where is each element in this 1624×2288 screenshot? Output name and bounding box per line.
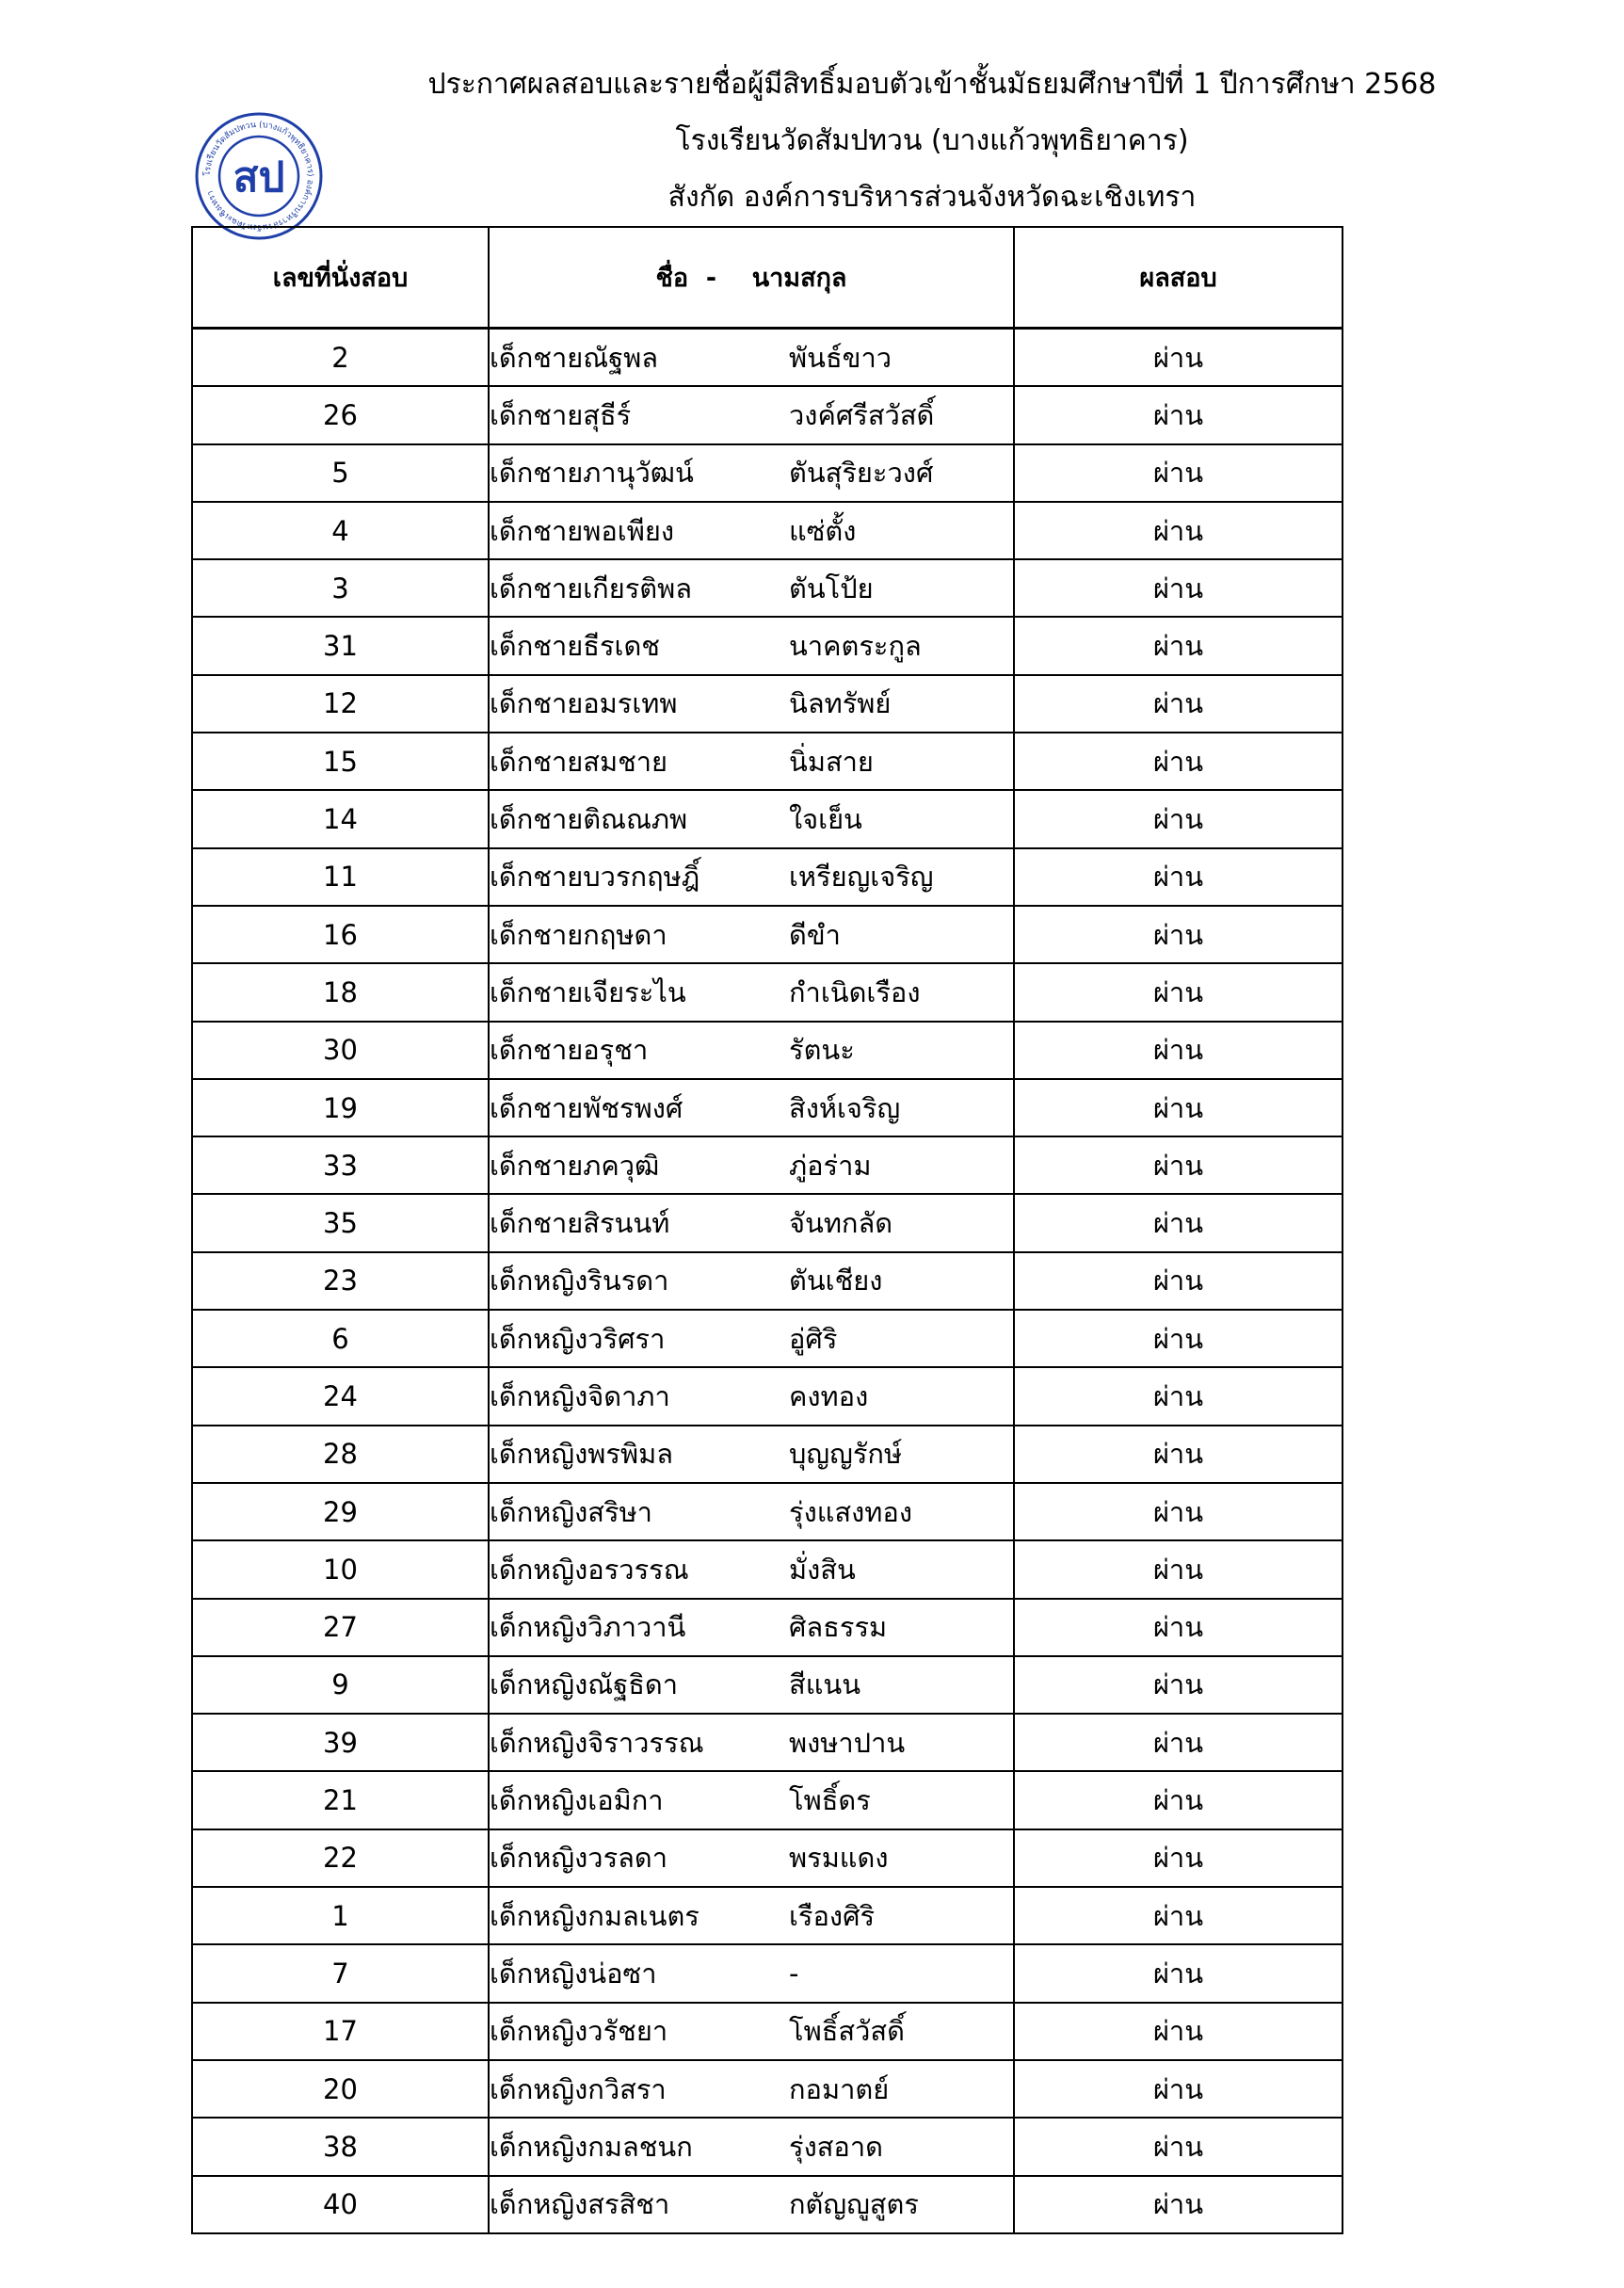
- school-affiliation: สังกัด องค์การบริหารส่วนจังหวัดฉะเชิงเทรา: [667, 181, 1197, 214]
- first-name: เด็กหญิงจิราวรรณ: [490, 1726, 704, 1759]
- table-row: [192, 1599, 1343, 1656]
- first-name: เด็กหญิงวริศรา: [490, 1322, 666, 1355]
- table-row: [192, 733, 1343, 790]
- result-cell: ผ่าน: [1014, 386, 1343, 443]
- table-row: [192, 2060, 1343, 2118]
- student-name-cell: [489, 2176, 1014, 2233]
- col-header-result: ผลสอบ: [1014, 227, 1343, 329]
- last-name: -: [789, 1957, 799, 1990]
- seat-number-cell: 10: [192, 1540, 489, 1598]
- first-name: เด็กหญิงวรลดา: [490, 1842, 668, 1875]
- seat-number-cell: 31: [192, 617, 489, 674]
- last-name: จันทกลัด: [789, 1207, 893, 1240]
- result-cell: ผ่าน: [1014, 906, 1343, 963]
- first-name: เด็กหญิงกมลชนก: [490, 2130, 693, 2163]
- table-row: [192, 906, 1343, 963]
- result-cell: ผ่าน: [1014, 2060, 1343, 2118]
- table-row: [192, 329, 1343, 387]
- student-name-cell: [489, 790, 1014, 847]
- result-cell: ผ่าน: [1014, 1136, 1343, 1194]
- table-row: [192, 1944, 1343, 2002]
- table-row: [192, 1714, 1343, 1771]
- student-name-cell: [489, 675, 1014, 733]
- table-row: [192, 1829, 1343, 1887]
- student-name-cell: [489, 444, 1014, 502]
- first-name: เด็กหญิงอรวรรณ: [490, 1553, 689, 1586]
- table-row: [192, 2176, 1343, 2233]
- result-cell: ผ่าน: [1014, 502, 1343, 559]
- seat-number-cell: 5: [192, 444, 489, 502]
- last-name: นาคตระกูล: [789, 630, 922, 663]
- announcement-title: ประกาศผลสอบและรายชื่อผู้มีสิทธิ์มอบตัวเข้าชั้นมัธยมศึกษาปีที่ 1 ปีการศึกษา 2568: [427, 68, 1437, 101]
- first-name: เด็กหญิงน่อซา: [490, 1957, 657, 1990]
- seat-number-cell: 33: [192, 1136, 489, 1194]
- student-name-cell: [489, 2118, 1014, 2175]
- col-header-last-name: นามสกุล: [751, 264, 847, 293]
- last-name: สีแนน: [789, 1668, 861, 1701]
- col-header-separator: -: [705, 264, 717, 293]
- student-name-cell: [489, 2060, 1014, 2118]
- last-name: ตันโป้ย: [789, 572, 874, 604]
- student-name-cell: [489, 963, 1014, 1021]
- first-name: เด็กหญิงกมลเนตร: [490, 1899, 699, 1932]
- student-name-cell: [489, 1252, 1014, 1310]
- last-name: ภู่อร่าม: [789, 1149, 872, 1182]
- student-name-cell: [489, 502, 1014, 559]
- result-cell: ผ่าน: [1014, 2003, 1343, 2060]
- seat-number-cell: 20: [192, 2060, 489, 2118]
- last-name: ศิลธรรม: [789, 1611, 888, 1644]
- student-name-cell: [489, 1714, 1014, 1771]
- student-name-cell: [489, 386, 1014, 443]
- last-name: โพธิ์ดร: [789, 1784, 871, 1817]
- table-row: [192, 1022, 1343, 1079]
- first-name: เด็กชายพัชรพงศ์: [490, 1091, 683, 1124]
- seat-number-cell: 26: [192, 386, 489, 443]
- result-cell: ผ่าน: [1014, 1426, 1343, 1483]
- result-cell: ผ่าน: [1014, 559, 1343, 617]
- col-header-name: [489, 227, 1014, 329]
- table-row: [192, 1887, 1343, 1944]
- table-row: [192, 1079, 1343, 1136]
- table-row: [192, 617, 1343, 674]
- seat-number-cell: 15: [192, 733, 489, 790]
- last-name: พงษาปาน: [789, 1726, 906, 1759]
- table-row: [192, 790, 1343, 847]
- student-name-cell: [489, 1022, 1014, 1079]
- first-name: เด็กหญิงวิภาวานี: [490, 1611, 686, 1644]
- student-name-cell: [489, 559, 1014, 617]
- last-name: ใจเย็น: [789, 803, 862, 836]
- first-name: เด็กหญิงวรัชยา: [490, 2015, 668, 2048]
- table-row: [192, 1656, 1343, 1714]
- first-name: เด็กหญิงเอมิกา: [490, 1784, 664, 1817]
- seat-number-cell: 29: [192, 1483, 489, 1540]
- table-row: [192, 1540, 1343, 1598]
- first-name: เด็กหญิงพรพิมล: [490, 1438, 673, 1471]
- last-name: อู่ศิริ: [789, 1322, 838, 1355]
- result-cell: ผ่าน: [1014, 848, 1343, 906]
- seat-number-cell: 35: [192, 1194, 489, 1251]
- first-name: เด็กหญิงสรสิชา: [490, 2188, 670, 2221]
- last-name: รุ่งสอาด: [789, 2130, 883, 2163]
- result-cell: ผ่าน: [1014, 963, 1343, 1021]
- first-name: เด็กหญิงรินรดา: [490, 1265, 669, 1297]
- last-name: กตัญญูสูตร: [789, 2188, 919, 2221]
- first-name: เด็กชายสมชาย: [490, 745, 668, 778]
- first-name: เด็กหญิงกวิสรา: [490, 2072, 667, 2105]
- last-name: มั่งสิน: [789, 1553, 856, 1586]
- first-name: เด็กหญิงสริษา: [490, 1495, 652, 1528]
- results-table: [191, 226, 1343, 2234]
- first-name: เด็กชายภานุวัฒน์: [490, 457, 694, 490]
- last-name: วงค์ศรีสวัสดิ์: [789, 398, 935, 431]
- result-cell: ผ่าน: [1014, 1771, 1343, 1829]
- seat-number-cell: 9: [192, 1656, 489, 1714]
- last-name: พรมแดง: [789, 1842, 889, 1875]
- last-name: แซ่ตั้ง: [789, 514, 857, 547]
- seat-number-cell: 27: [192, 1599, 489, 1656]
- seal-ring-text: โรงเรียนวัดสัมปทวน (บางแก้วพุทธิยาคาร) องค์การบริหารส่วนจังหวัดฉะเชิงเทรา: [202, 120, 315, 233]
- table-row: [192, 502, 1343, 559]
- first-name: เด็กชายสิรนนท์: [490, 1207, 670, 1240]
- result-cell: ผ่าน: [1014, 1599, 1343, 1656]
- seat-number-cell: 6: [192, 1310, 489, 1367]
- student-name-cell: [489, 329, 1014, 387]
- seat-number-cell: 28: [192, 1426, 489, 1483]
- student-name-cell: [489, 1771, 1014, 1829]
- student-name-cell: [489, 1367, 1014, 1425]
- student-name-cell: [489, 1310, 1014, 1367]
- table-row: [192, 2118, 1343, 2175]
- student-name-cell: [489, 733, 1014, 790]
- school-name: โรงเรียนวัดสัมปทวน (บางแก้วพุทธิยาคาร): [675, 124, 1189, 157]
- table-row: [192, 1426, 1343, 1483]
- student-name-cell: [489, 1656, 1014, 1714]
- table-row: [192, 1310, 1343, 1367]
- seat-number-cell: 4: [192, 502, 489, 559]
- result-cell: ผ่าน: [1014, 733, 1343, 790]
- result-cell: ผ่าน: [1014, 1714, 1343, 1771]
- result-cell: ผ่าน: [1014, 1887, 1343, 1944]
- table-row: [192, 848, 1343, 906]
- seat-number-cell: 14: [192, 790, 489, 847]
- student-name-cell: [489, 1944, 1014, 2002]
- seat-number-cell: 11: [192, 848, 489, 906]
- result-cell: ผ่าน: [1014, 1483, 1343, 1540]
- student-name-cell: [489, 2003, 1014, 2060]
- first-name: เด็กชายภควุฒิ: [490, 1149, 660, 1182]
- student-name-cell: [489, 1079, 1014, 1136]
- last-name: นิ่มสาย: [789, 745, 874, 778]
- first-name: เด็กชายเกียรติพล: [490, 572, 693, 604]
- result-cell: ผ่าน: [1014, 1022, 1343, 1079]
- last-name: สิงห์เจริญ: [789, 1091, 901, 1124]
- result-cell: ผ่าน: [1014, 790, 1343, 847]
- first-name: เด็กชายติณณภพ: [490, 803, 688, 836]
- result-cell: ผ่าน: [1014, 1656, 1343, 1714]
- last-name: เรืองศิริ: [789, 1899, 876, 1932]
- table-row: [192, 1771, 1343, 1829]
- col-header-seat: เลขที่นั่งสอบ: [192, 227, 489, 329]
- result-cell: ผ่าน: [1014, 2176, 1343, 2233]
- last-name: พันธ์ขาว: [789, 341, 892, 374]
- table-row: [192, 963, 1343, 1021]
- seat-number-cell: 16: [192, 906, 489, 963]
- student-name-cell: [489, 1887, 1014, 1944]
- result-cell: ผ่าน: [1014, 617, 1343, 674]
- result-cell: ผ่าน: [1014, 1310, 1343, 1367]
- table-row: [192, 444, 1343, 502]
- student-name-cell: [489, 1194, 1014, 1251]
- student-name-cell: [489, 1829, 1014, 1887]
- first-name: เด็กชายเจียระไน: [490, 975, 686, 1008]
- first-name: เด็กชายธีรเดช: [490, 630, 660, 663]
- last-name: ตันสุริยะวงศ์: [789, 457, 934, 490]
- first-name: เด็กชายอมรเทพ: [490, 687, 678, 720]
- seat-number-cell: 12: [192, 675, 489, 733]
- last-name: กอมาตย์: [789, 2072, 890, 2105]
- student-name-cell: [489, 1540, 1014, 1598]
- table-row: [192, 675, 1343, 733]
- student-name-cell: [489, 1426, 1014, 1483]
- first-name: เด็กชายณัฐพล: [490, 341, 659, 374]
- first-name: เด็กหญิงจิดาภา: [490, 1379, 670, 1412]
- seat-number-cell: 39: [192, 1714, 489, 1771]
- last-name: คงทอง: [789, 1379, 869, 1412]
- seat-number-cell: 17: [192, 2003, 489, 2060]
- result-cell: ผ่าน: [1014, 1540, 1343, 1598]
- student-name-cell: [489, 617, 1014, 674]
- seat-number-cell: 22: [192, 1829, 489, 1887]
- result-cell: ผ่าน: [1014, 675, 1343, 733]
- first-name: เด็กชายบวรกฤษฎิ์: [490, 861, 700, 894]
- table-row: [192, 1483, 1343, 1540]
- first-name: เด็กชายพอเพียง: [490, 514, 674, 547]
- seat-number-cell: 21: [192, 1771, 489, 1829]
- last-name: เหรียญเจริญ: [789, 861, 934, 894]
- result-cell: ผ่าน: [1014, 1367, 1343, 1425]
- seal-monogram: สป: [233, 153, 285, 201]
- seat-number-cell: 1: [192, 1887, 489, 1944]
- table-row: [192, 386, 1343, 443]
- seat-number-cell: 19: [192, 1079, 489, 1136]
- student-name-cell: [489, 848, 1014, 906]
- seat-number-cell: 40: [192, 2176, 489, 2233]
- table-header-row: [192, 227, 1343, 329]
- student-name-cell: [489, 1483, 1014, 1540]
- last-name: นิลทรัพย์: [789, 687, 892, 720]
- student-name-cell: [489, 906, 1014, 963]
- seat-number-cell: 3: [192, 559, 489, 617]
- seat-number-cell: 18: [192, 963, 489, 1021]
- result-cell: ผ่าน: [1014, 329, 1343, 387]
- seat-number-cell: 30: [192, 1022, 489, 1079]
- table-row: [192, 1136, 1343, 1194]
- result-cell: ผ่าน: [1014, 1829, 1343, 1887]
- seat-number-cell: 7: [192, 1944, 489, 2002]
- last-name: ตันเชียง: [789, 1265, 883, 1297]
- last-name: โพธิ์สวัสดิ์: [789, 2015, 905, 2048]
- result-cell: ผ่าน: [1014, 1079, 1343, 1136]
- seat-number-cell: 2: [192, 329, 489, 387]
- last-name: กำเนิดเรือง: [789, 975, 921, 1008]
- col-header-first-name: ชื่อ: [655, 264, 689, 293]
- last-name: ดีขำ: [789, 918, 841, 951]
- first-name: เด็กหญิงณัฐธิดา: [490, 1668, 679, 1701]
- student-name-cell: [489, 1599, 1014, 1656]
- result-cell: ผ่าน: [1014, 2118, 1343, 2175]
- last-name: รุ่งแสงทอง: [789, 1495, 912, 1528]
- last-name: รัตนะ: [789, 1034, 855, 1067]
- result-cell: ผ่าน: [1014, 444, 1343, 502]
- table-row: [192, 1367, 1343, 1425]
- first-name: เด็กชายอรุชา: [490, 1034, 649, 1067]
- table-row: [192, 559, 1343, 617]
- result-cell: ผ่าน: [1014, 1944, 1343, 2002]
- first-name: เด็กชายกฤษดา: [490, 918, 667, 951]
- seat-number-cell: 23: [192, 1252, 489, 1310]
- seat-number-cell: 38: [192, 2118, 489, 2175]
- first-name: เด็กชายสุธีร์: [490, 398, 632, 431]
- table-row: [192, 2003, 1343, 2060]
- result-cell: ผ่าน: [1014, 1252, 1343, 1310]
- seat-number-cell: 24: [192, 1367, 489, 1425]
- last-name: บุญญรักษ์: [789, 1438, 903, 1471]
- table-row: [192, 1252, 1343, 1310]
- result-cell: ผ่าน: [1014, 1194, 1343, 1251]
- table-row: [192, 1194, 1343, 1251]
- student-name-cell: [489, 1136, 1014, 1194]
